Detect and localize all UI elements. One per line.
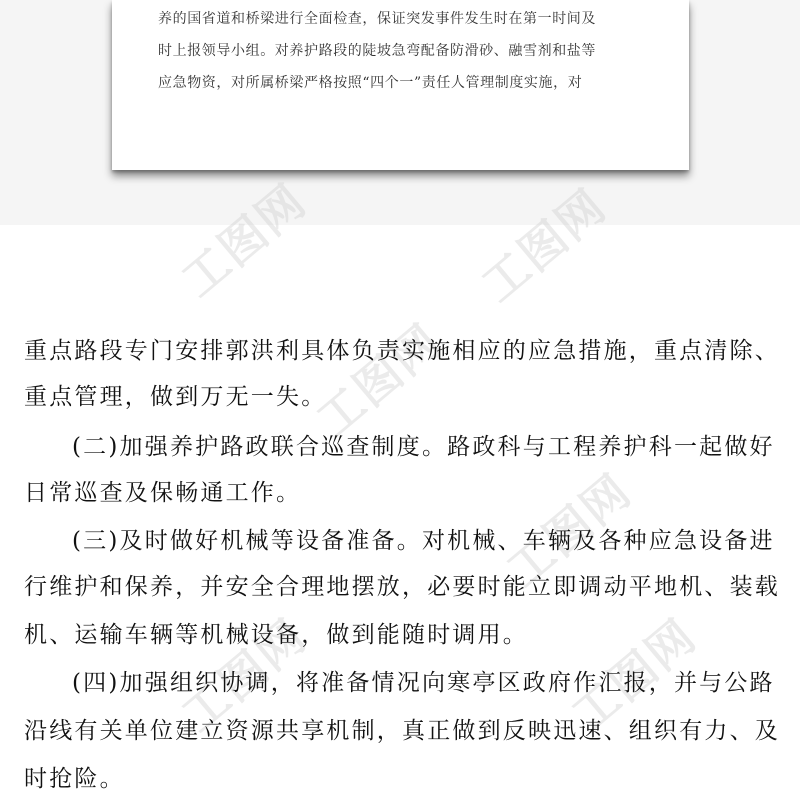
watermark: 工图网 [496,463,642,598]
body-line-6: 行维护和保养，并安全合理地摆放，必要时能立即调动平地机、装载 [24,574,780,600]
watermark: 工图网 [171,608,317,743]
body-line-2: 重点管理，做到万无一失。 [24,384,327,410]
body-line-10: 时抢险。 [24,766,125,792]
body-line-1: 重点路段专门安排郭洪利具体负责实施相应的应急措施，重点清除、 [24,338,780,364]
card-line-1: 养的国省道和桥梁进行全面检查，保证突发事件发生时在第一时间及 [158,11,596,27]
body-line-7: 机、运输车辆等机械设备，做到能随时调用。 [24,622,528,648]
card-line-2: 时上报领导小组。对养护路段的陡坡急弯配备防滑砂、融雪剂和盐等 [158,43,596,59]
watermark: 工图网 [306,313,452,448]
watermark: 工图网 [561,608,707,743]
body-line-4: 日常巡查及保畅通工作。 [24,480,302,506]
body-line-9: 沿线有关单位建立资源共享机制，真正做到反映迅速、组织有力、及 [24,718,780,744]
body-line-5: (三)及时做好机械等设备准备。对机械、车辆及各种应急设备进 [72,528,775,554]
watermark: 工图网 [171,173,317,308]
body-line-3: (二)加强养护路政联合巡查制度。路政科与工程养护科一起做好 [72,434,775,460]
card-line-3: 应急物资，对所属桥梁严格按照“四个一”责任人管理制度实施，对 [158,75,583,91]
body-line-8: (四)加强组织协调，将准备情况向寒亭区政府作汇报，并与公路 [72,670,775,696]
watermark: 工图网 [471,178,617,313]
